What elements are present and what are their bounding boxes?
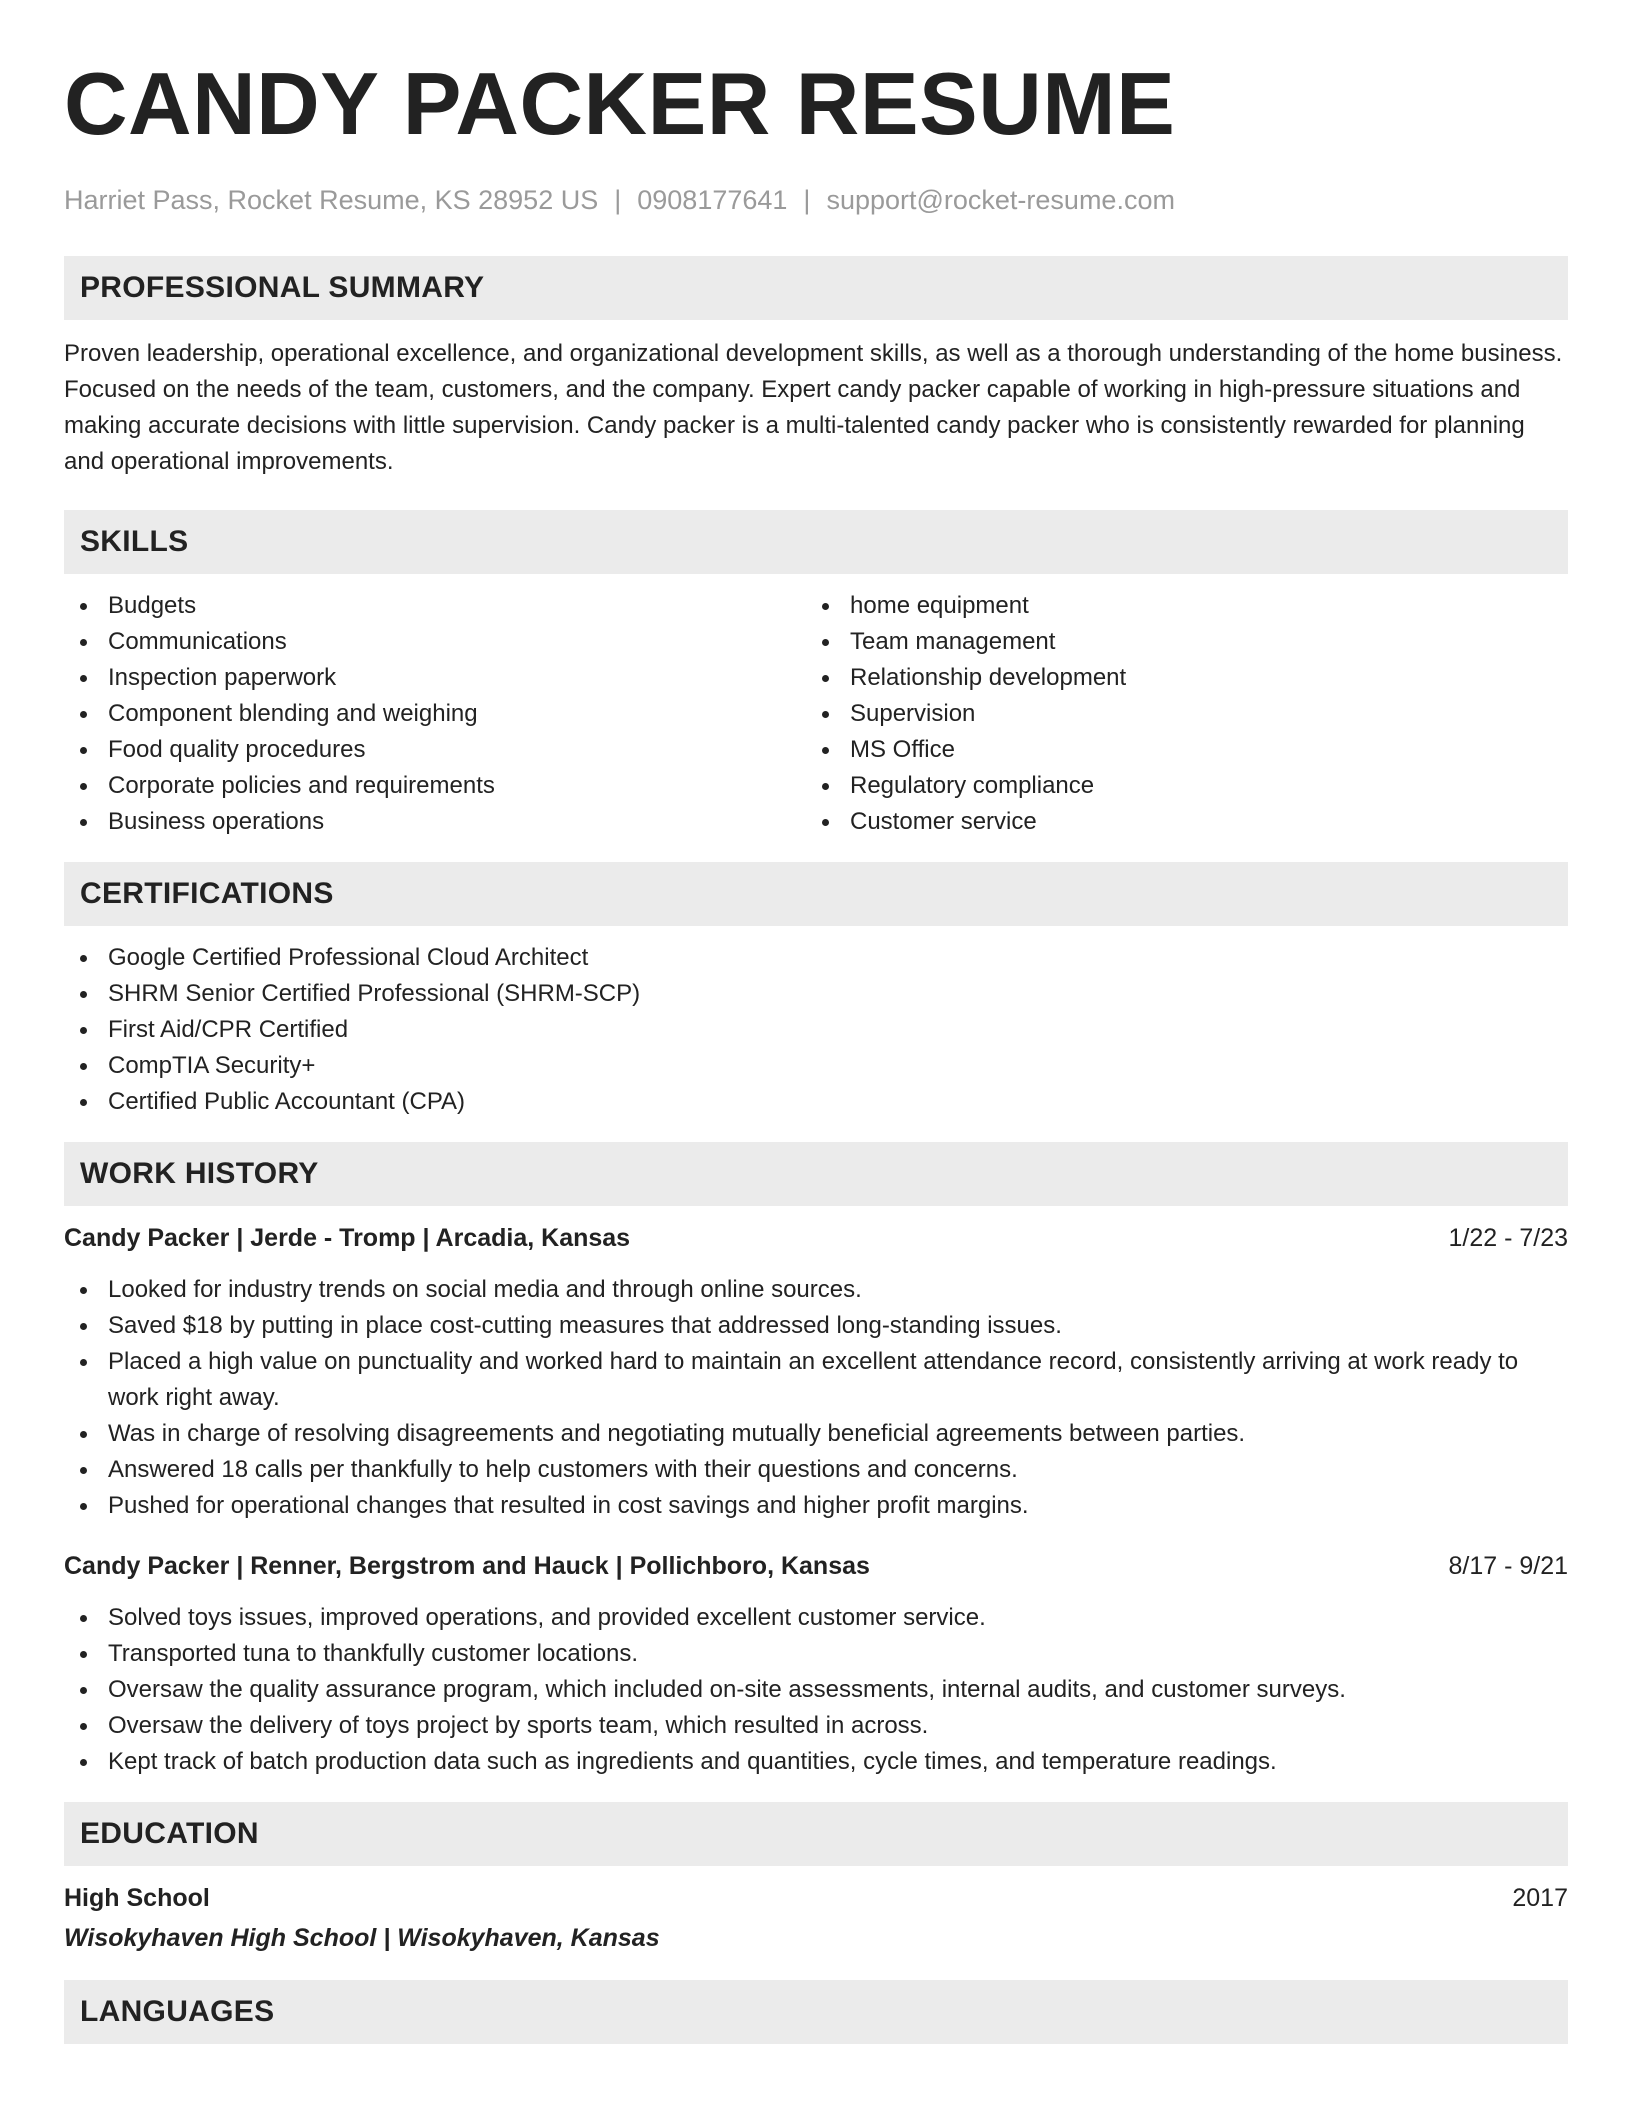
bullet-dot — [80, 1615, 87, 1622]
contact-separator: | — [803, 185, 811, 215]
list-item: Pushed for operational changes that resulted in cost savings and higher profit margins. — [64, 1488, 1568, 1524]
education-heading: EDUCATION — [64, 1802, 1568, 1866]
summary-heading: PROFESSIONAL SUMMARY — [64, 256, 1568, 320]
job-header — [64, 1220, 1568, 1256]
job-entry — [64, 1548, 1568, 1780]
bullet-dot — [80, 1723, 87, 1730]
list-item: Saved $18 by putting in place cost-cutting measures that addressed long-standing issues. — [64, 1308, 1568, 1344]
bullet-dot — [80, 1467, 87, 1474]
bullet-dot — [80, 1687, 87, 1694]
job-title: Candy Packer | Jerde - Tromp | Arcadia, Kansas — [64, 1224, 631, 1252]
skills-grid — [64, 588, 1568, 840]
bullet-dot — [822, 711, 829, 718]
skills-list-left — [64, 588, 806, 840]
list-item: Relationship development — [806, 660, 1548, 696]
list-item: Customer service — [806, 804, 1548, 840]
bullet-dot — [80, 1359, 87, 1366]
job-bullets — [64, 1600, 1568, 1780]
bullet-dot — [80, 991, 87, 998]
list-item: Food quality procedures — [64, 732, 806, 768]
list-item: Team management — [806, 624, 1548, 660]
list-item: Was in charge of resolving disagreements and negotiating mutually beneficial agreements between parties. — [64, 1416, 1568, 1452]
list-item: Kept track of batch production data such as ingredients and quantities, cycle times, and temperature readings. — [64, 1744, 1568, 1780]
bullet-dot — [80, 711, 87, 718]
education-school: Wisokyhaven High School | Wisokyhaven, Kansas — [64, 1924, 660, 1952]
list-item: Oversaw the quality assurance program, which included on-site assessments, internal audits, and customer surveys. — [64, 1672, 1568, 1708]
bullet-dot — [80, 783, 87, 790]
contact-address: Harriet Pass, Rocket Resume, KS 28952 US — [64, 185, 599, 215]
list-item: home equipment — [806, 588, 1548, 624]
bullet-dot — [822, 819, 829, 826]
summary-text: Proven leadership, operational excellence, and organizational development skills, as well as a thorough understanding of the home business. Focused on the needs of the team, customers, and the company. Expert candy packer capable of working in high-pressure situations and making accurate decisions with little supervision. Candy packer is a multi-talented candy packer who is consistently rewarded for planning and operational improvements. — [64, 340, 1563, 475]
list-item: Inspection paperwork — [64, 660, 806, 696]
bullet-dot — [822, 747, 829, 754]
certifications-heading: CERTIFICATIONS — [64, 862, 1568, 926]
bullet-dot — [80, 1063, 87, 1070]
list-item: Transported tuna to thankfully customer locations. — [64, 1636, 1568, 1672]
list-item: Answered 18 calls per thankfully to help customers with their questions and concerns. — [64, 1452, 1568, 1488]
bullet-dot — [80, 1287, 87, 1294]
bullet-dot — [822, 675, 829, 682]
job-title: Candy Packer | Renner, Bergstrom and Hauck | Pollichboro, Kansas — [64, 1552, 870, 1580]
resume-title: CANDY PACKER RESUME — [64, 54, 1176, 153]
skills-heading: SKILLS — [64, 510, 1568, 574]
list-item: Oversaw the delivery of toys project by sports team, which resulted in across. — [64, 1708, 1568, 1744]
list-item: First Aid/CPR Certified — [64, 1012, 1568, 1048]
bullet-dot — [80, 1027, 87, 1034]
job-bullets — [64, 1272, 1568, 1524]
bullet-dot — [822, 783, 829, 790]
bullet-dot — [822, 603, 829, 610]
contact-separator: | — [614, 185, 622, 215]
list-item: Business operations — [64, 804, 806, 840]
list-item: Google Certified Professional Cloud Architect — [64, 940, 1568, 976]
job-dates: 8/17 - 9/21 — [1448, 1552, 1568, 1580]
bullet-dot — [80, 603, 87, 610]
contact-line — [64, 184, 1568, 216]
list-item: Communications — [64, 624, 806, 660]
certifications-list — [64, 940, 1568, 1120]
bullet-dot — [80, 1431, 87, 1438]
bullet-dot — [80, 955, 87, 962]
list-item: Looked for industry trends on social media and through online sources. — [64, 1272, 1568, 1308]
job-entry — [64, 1220, 1568, 1524]
list-item: Placed a high value on punctuality and worked hard to maintain an excellent attendance record, consistently arriving at work ready to work right away. — [64, 1344, 1568, 1416]
education-header — [64, 1880, 1568, 1916]
bullet-dot — [80, 1651, 87, 1658]
languages-heading: LANGUAGES — [64, 1980, 1568, 2044]
list-item: SHRM Senior Certified Professional (SHRM-SCP) — [64, 976, 1568, 1012]
education-year: 2017 — [1512, 1884, 1568, 1912]
work-history-heading: WORK HISTORY — [64, 1142, 1568, 1206]
skills-list-right — [806, 588, 1548, 840]
list-item: Regulatory compliance — [806, 768, 1548, 804]
bullet-dot — [80, 1503, 87, 1510]
bullet-dot — [80, 747, 87, 754]
list-item: Corporate policies and requirements — [64, 768, 806, 804]
bullet-dot — [80, 819, 87, 826]
bullet-dot — [80, 639, 87, 646]
education-entry — [64, 1880, 1568, 1956]
bullet-dot — [822, 639, 829, 646]
list-item: MS Office — [806, 732, 1548, 768]
contact-email: support@rocket-resume.com — [826, 185, 1175, 215]
bullet-dot — [80, 1759, 87, 1766]
bullet-dot — [80, 1323, 87, 1330]
contact-phone: 0908177641 — [637, 185, 788, 215]
list-item: Solved toys issues, improved operations, and provided excellent customer service. — [64, 1600, 1568, 1636]
list-item: Budgets — [64, 588, 806, 624]
list-item: Supervision — [806, 696, 1548, 732]
list-item: Certified Public Accountant (CPA) — [64, 1084, 1568, 1120]
list-item: Component blending and weighing — [64, 696, 806, 732]
education-degree: High School — [64, 1884, 210, 1912]
list-item: CompTIA Security+ — [64, 1048, 1568, 1084]
job-dates: 1/22 - 7/23 — [1448, 1224, 1568, 1252]
bullet-dot — [80, 1099, 87, 1106]
job-header — [64, 1548, 1568, 1584]
bullet-dot — [80, 675, 87, 682]
